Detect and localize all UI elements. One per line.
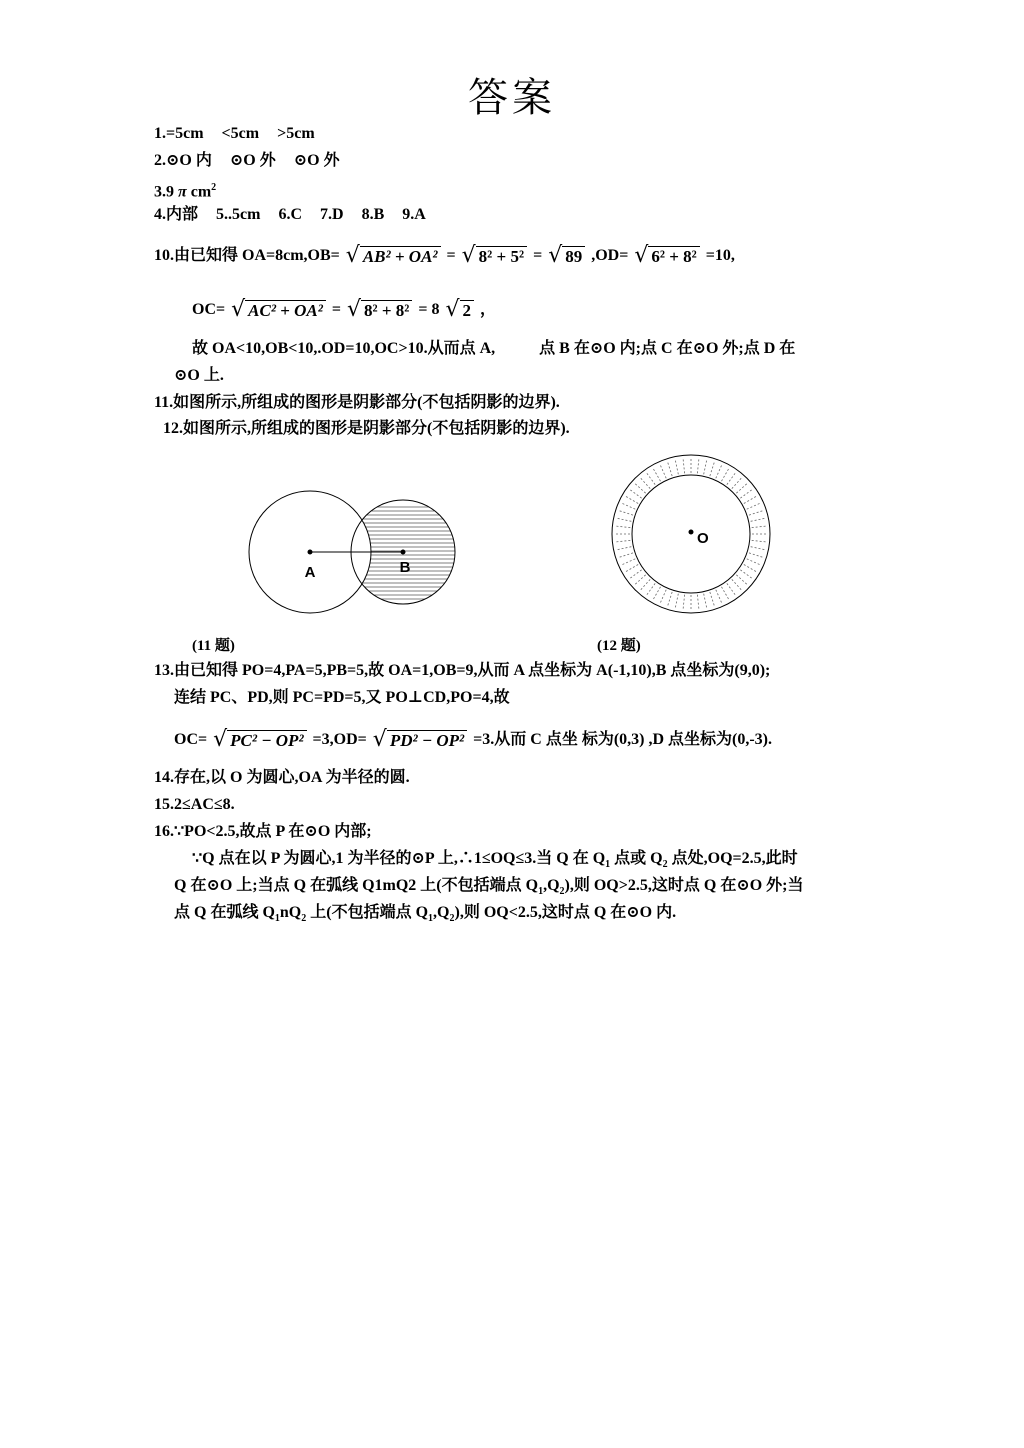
answer-10-line-2 — [192, 297, 497, 322]
sqrt-pd-op: √ PD² − OP² — [373, 730, 467, 751]
answer-8: 8.B — [361, 206, 385, 223]
answer-5: 5..5cm — [216, 206, 261, 223]
sqrt-8-5: √ 8² + 5² — [462, 246, 527, 267]
answer-3-exp: 2 — [211, 182, 217, 193]
answer-13-line-1: 13.由已知得 PO=4,PA=5,PB=5,故 OA=1,OB=9,从而 A 点坐标为 A(-1,10),B 点坐标为(9,0); — [154, 662, 771, 679]
answer-2-c: ⊙O 外 — [293, 152, 340, 169]
ring-hatch-tick — [616, 518, 632, 521]
ring-hatch-tick — [727, 583, 736, 596]
ring-hatch-tick — [751, 547, 767, 550]
ring-hatch-tick — [749, 510, 764, 515]
ring-hatch-tick — [697, 457, 699, 473]
ring-hatch-tick — [732, 477, 743, 489]
ring-hatch-tick — [621, 503, 636, 510]
a16-l3a: Q 在⊙O 上;当点 Q 在弧线 Q1mQ2 上(不包括端点 Q — [174, 877, 539, 894]
a16-s7: 1 — [428, 913, 434, 925]
a16-l2c: 点处,OQ=2.5,此时 — [667, 850, 798, 867]
a16-s5: 1 — [274, 913, 280, 925]
ring-hatch-tick — [614, 526, 630, 528]
equals-4: = 8 — [418, 301, 440, 319]
equals-2: = — [533, 247, 543, 265]
sqrt-2-arg: 2 — [460, 300, 475, 321]
answer-3-unit: cm — [190, 183, 212, 201]
ring-hatch-tick — [683, 595, 685, 611]
a16-s8: 2 — [449, 913, 455, 925]
answer-13-line-3 — [174, 727, 773, 752]
answer-10-conclusion-2: ⊙O 上. — [174, 367, 224, 384]
a16-l3b: ,Q — [543, 877, 560, 894]
a16-l4a: 点 Q 在弧线 Q — [174, 904, 275, 921]
ring-hatch-tick — [710, 461, 715, 476]
sqrt-6-8: √ 6² + 8² — [634, 246, 699, 267]
answer-16-line-4 — [174, 903, 676, 929]
ring-hatch-tick — [660, 464, 667, 479]
a16-l4d: ,Q — [433, 904, 450, 921]
sqrt-2: √ 2 — [446, 300, 475, 321]
answer-3 — [154, 178, 216, 202]
ring-hatch-tick — [722, 587, 730, 601]
ring-hatch-tick — [749, 553, 764, 558]
a16-s3: 1 — [538, 886, 544, 898]
sqrt-ab-oa: √ AB² + OA² — [346, 246, 441, 267]
answer-15: 15.2≤AC≤8. — [154, 796, 235, 813]
answer-13-oc: OC= — [174, 731, 208, 749]
ring-hatch-tick — [704, 594, 707, 610]
ring-hatch-tick — [639, 477, 650, 489]
ring-hatch-tick — [624, 565, 638, 573]
ring-hatch-tick — [653, 467, 661, 481]
a16-s6: 2 — [301, 913, 307, 925]
ring-hatch-tick — [744, 496, 758, 504]
ring-hatch-tick — [618, 510, 633, 515]
ring-hatch-tick — [716, 464, 723, 479]
answer-16-line-1: 16.∵PO<2.5,故点 P 在⊙O 内部; — [154, 823, 372, 840]
ring-hatch-tick — [621, 559, 636, 566]
sqrt-pd-op-arg: PD² − OP² — [387, 730, 467, 751]
answer-4-9 — [154, 205, 426, 225]
answer-16-line-3 — [174, 876, 804, 902]
sqrt-ac-oa: √ AC² + OA² — [231, 300, 326, 321]
answer-10-oc-lead: OC= — [192, 301, 226, 319]
sqrt-89: √ 89 — [548, 246, 585, 267]
point-b — [401, 550, 406, 555]
answer-10-oc-end: ， — [480, 301, 497, 319]
ring-hatch-tick — [740, 570, 753, 579]
ring-hatch-tick — [732, 579, 743, 591]
ring-hatch-tick — [752, 526, 768, 528]
ring-hatch-tick — [704, 459, 707, 475]
answer-1 — [154, 124, 315, 144]
ring-hatch-tick — [634, 482, 646, 493]
sqrt-8-8-arg: 8² + 8² — [361, 300, 412, 321]
ring-hatch-tick — [710, 592, 715, 607]
answer-10-mid: ,OD= — [591, 247, 629, 265]
a16-l2b: 点或 Q — [610, 850, 663, 867]
ring-hatch-tick — [747, 503, 762, 510]
answer-4: 4.内部 — [154, 206, 199, 223]
a16-l4b: nQ — [279, 904, 302, 921]
ring-hatch-tick — [639, 579, 650, 591]
label-o: O — [697, 530, 709, 547]
a16-l4c: 上(不包括端点 Q — [306, 904, 429, 921]
ring-hatch-tick — [629, 570, 642, 579]
answer-1-a: 1.=5cm — [154, 125, 204, 142]
ring-hatch-tick — [751, 518, 767, 521]
sqrt-pc-op: √ PC² − OP² — [213, 730, 306, 751]
answer-13-mid: =3,OD= — [312, 731, 367, 749]
a16-l4e: ),则 OQ<2.5,这时点 Q 在⊙O 内. — [454, 904, 677, 921]
answer-10-line-1 — [154, 243, 735, 268]
ring-hatch-tick — [629, 489, 642, 498]
ring-hatch-tick — [747, 559, 762, 566]
sqrt-89-arg: 89 — [562, 246, 585, 267]
label-a: A — [304, 564, 316, 581]
sqrt-pc-op-arg: PC² − OP² — [227, 730, 306, 751]
answer-13-end: =3.从而 C 点坐 标为(0,3) ,D 点坐标为(0,-3). — [473, 731, 773, 749]
sqrt-8-8: √ 8² + 8² — [347, 300, 412, 321]
answer-14: 14.存在,以 O 为圆心,OA 为半径的圆. — [154, 769, 410, 786]
ring-hatch-tick — [736, 482, 748, 493]
ring-hatch-tick — [646, 583, 655, 596]
ring-hatch-tick — [727, 472, 736, 485]
answer-2 — [154, 151, 340, 171]
ring-hatch-tick — [624, 496, 638, 504]
ring-hatch-tick — [618, 553, 633, 558]
answer-7: 7.D — [320, 206, 344, 223]
sqrt-6-8-arg: 6² + 8² — [648, 246, 699, 267]
answer-10-conclusion — [192, 339, 795, 359]
ring-hatch-tick — [744, 565, 758, 573]
ring-hatch-tick — [667, 592, 672, 607]
answer-12: 12.如图所示,所组成的图形是阴影部分(不包括阴影的边界). — [163, 420, 570, 437]
ring-hatch-tick — [722, 467, 730, 481]
answer-11: 11.如图所示,所组成的图形是阴影部分(不包括阴影的边界). — [154, 394, 560, 411]
answer-1-c: >5cm — [277, 125, 315, 142]
equals-1: = — [446, 247, 456, 265]
ring-hatch-tick — [646, 472, 655, 485]
sqrt-ab-oa-arg: AB² + OA² — [360, 246, 441, 267]
a16-l2a: ∵Q 点在以 P 为圆心,1 为半径的⊙P 上,∴1≤OQ≤3.当 Q 在 Q — [192, 850, 606, 867]
answer-2-a: 2.⊙O 内 — [154, 152, 212, 169]
figure-11 — [240, 485, 470, 620]
answer-3-pi: π — [178, 183, 187, 201]
caption-11: (11 题) — [192, 638, 235, 654]
ring-hatch-tick — [752, 540, 768, 542]
ring-hatch-tick — [614, 540, 630, 542]
ring-hatch-tick — [653, 587, 661, 601]
sqrt-8-5-arg: 8² + 5² — [476, 246, 527, 267]
ring-hatch-tick — [697, 595, 699, 611]
answer-10-concl-a: 故 OA<10,OB<10,.OD=10,OC>10.从而点 A, — [192, 340, 496, 357]
ring-hatch-tick — [740, 489, 753, 498]
point-o — [689, 530, 694, 535]
answer-9: 9.A — [402, 206, 426, 223]
equals-3: = — [331, 301, 341, 319]
ring-hatch-tick — [716, 590, 723, 605]
ring-hatch-tick — [616, 547, 632, 550]
answer-16-line-2 — [192, 849, 798, 875]
answer-10-lead: 10.由已知得 OA=8cm,OB= — [154, 247, 340, 265]
ring-hatch-tick — [660, 590, 667, 605]
ring-hatch-tick — [683, 457, 685, 473]
answer-1-b: <5cm — [221, 125, 260, 142]
point-a — [308, 550, 313, 555]
a16-s4: 2 — [559, 886, 565, 898]
answer-10-end: =10, — [705, 247, 735, 265]
page-title: 答案 — [468, 75, 556, 121]
ring-hatch-tick — [675, 459, 678, 475]
caption-12: (12 题) — [597, 638, 641, 654]
ring-hatch-tick — [634, 575, 646, 586]
ring-hatch-tick — [667, 461, 672, 476]
a16-s1: 1 — [605, 859, 611, 871]
sqrt-ac-oa-arg: AC² + OA² — [245, 300, 326, 321]
ring-hatch-tick — [736, 575, 748, 586]
answer-2-b: ⊙O 外 — [229, 152, 276, 169]
answer-10-concl-b: 点 B 在⊙O 内;点 C 在⊙O 外;点 D 在 — [539, 340, 796, 357]
label-b: B — [399, 559, 411, 576]
answer-6: 6.C — [278, 206, 303, 223]
answer-13-line-2: 连结 PC、PD,则 PC=PD=5,又 PO⊥CD,PO=4,故 — [174, 689, 510, 706]
a16-s2: 2 — [662, 859, 668, 871]
answer-3-value: 3.9 — [154, 183, 174, 201]
ring-hatch-tick — [675, 594, 678, 610]
figure-12 — [605, 450, 780, 620]
a16-l3c: ),则 OQ>2.5,这时点 Q 在⊙O 外;当 — [564, 877, 804, 894]
